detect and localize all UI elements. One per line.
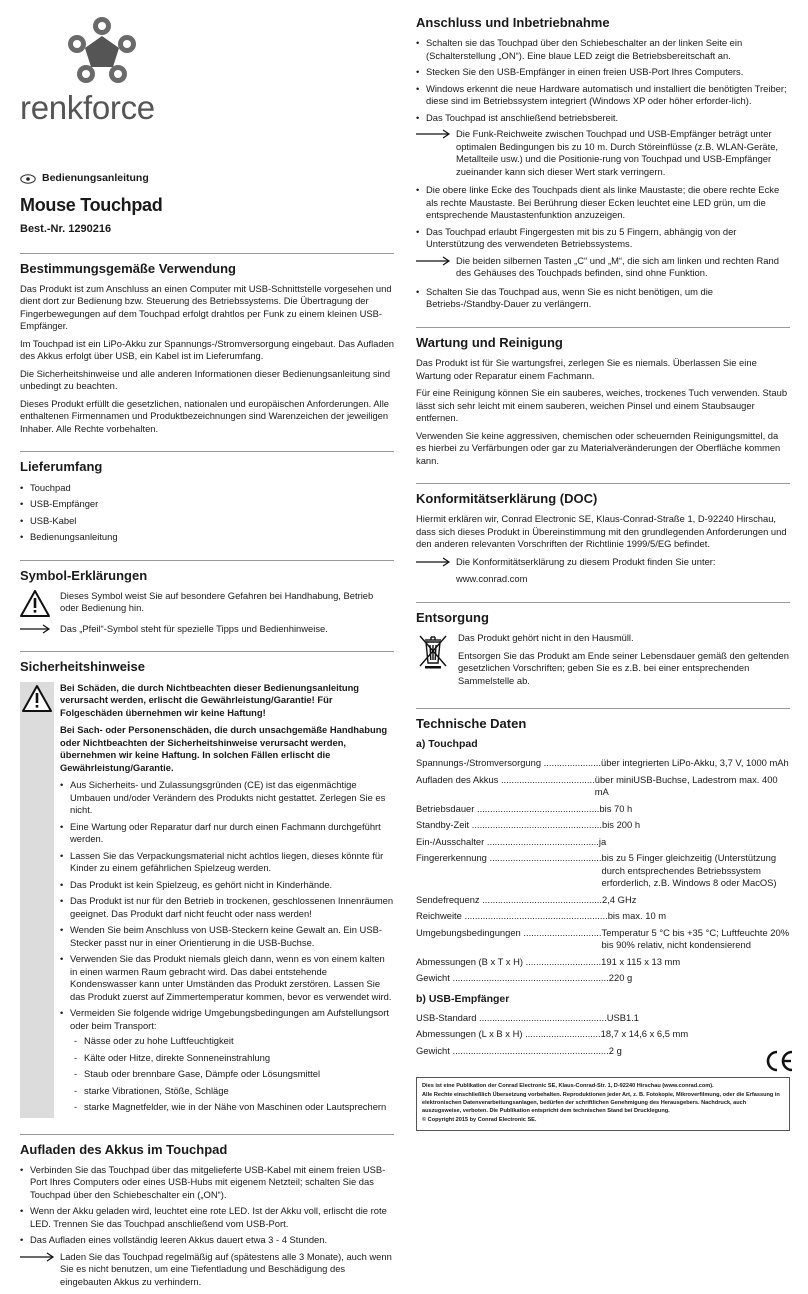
- copyright-line: Alle Rechte einschließlich Übersetzung vorbehalten. Reproduktionen jeder Art, z. B. Fotokopie, Mikroverfilmung, oder die Erfassung in elektronischen Datenverarbeitungsanlagen, bedürfen der schriftlichen Genehmigung des Herausgebers. Nachdruck, auch auszugsweise, verboten. Die Publikation entspricht dem technischen Stand bei Drucklegung.: [422, 1092, 780, 1115]
- connection-list: [416, 37, 790, 124]
- arrow-symbol-text: Das „Pfeil“-Symbol steht für spezielle Tipps und Bedienhinweise.: [60, 622, 328, 634]
- spec-value: bis 200 h: [602, 819, 641, 831]
- spec-value: 2,4 GHz: [602, 893, 637, 905]
- spec-row: [416, 852, 790, 890]
- list-item: • Das Touchpad erlaubt Fingergesten mit bis zu 5 Fingern, abhängig von der Unterstützung des verwendeten Betriebssystems.: [416, 226, 790, 251]
- spec-key: USB-Standard .................................................: [416, 1011, 607, 1023]
- arrow-icon: [416, 256, 450, 266]
- spec-value: 191 x 115 x 13 mm: [601, 955, 681, 967]
- safety-bold-paragraph: Bei Sach- oder Personenschäden, die durch unsachgemäße Handhabung oder Nichtbeachten der Sicherheitshinweise verursacht werden, übernehmen wir keine Haftung. In solchen Fällen erlischt die Gewährleistung/Garantie.: [60, 724, 388, 773]
- article-number: Best.-Nr. 1290216: [20, 222, 112, 235]
- spec-key: Abmessungen (B x T x H) .............................: [416, 955, 602, 967]
- list-item: [60, 1007, 394, 1114]
- spec-key: Reichweite .......................................................: [416, 910, 608, 922]
- list-item: • Verbinden Sie das Touchpad über das mitgelieferte USB-Kabel mit einem freien USB-Port Ihres Computers oder eines USB-Hubs mit eigenem Netzteil; schalten Sie das Touchpad über den Schiebeschalter ein („ON“).: [20, 1164, 394, 1202]
- spec-value: über integrierten LiPo-Akku, 3,7 V, 1000 mAh: [600, 757, 789, 769]
- spec-value: bis max. 10 m: [607, 910, 667, 922]
- spec-key: Sendefrequenz ..............................................: [416, 893, 603, 905]
- list-item: • Stecken Sie den USB-Empfänger in einen freien USB-Port Ihres Computers.: [416, 66, 790, 79]
- warning-triangle-icon: [22, 685, 52, 712]
- brand-wordmark: renkforce: [20, 89, 155, 126]
- arrow-icon: [416, 129, 450, 139]
- intended-use-paragraph: Die Sicherheitshinweise und alle anderen Informationen dieser Bedienungsanleitung sind unbedingt zu beachten.: [20, 367, 391, 392]
- spec-row: [416, 1028, 790, 1041]
- list-item: • Das Touchpad ist anschließend betriebsbereit.: [416, 112, 790, 125]
- spec-key: Gewicht ............................................................: [416, 1044, 609, 1056]
- list-item: • Das Aufladen eines vollständig leeren Akkus dauert etwa 3 - 4 Stunden.: [20, 1234, 394, 1247]
- spec-value: 220 g: [608, 972, 633, 984]
- spec-key: Standby-Zeit ..................................................: [416, 819, 602, 831]
- spec-key: Aufladen des Akkus ....................................: [416, 773, 595, 785]
- touchpad-specs-heading: a) Touchpad: [416, 738, 478, 751]
- spec-row: [416, 956, 790, 969]
- intended-use-paragraph: Dieses Produkt erfüllt die gesetzlichen, nationalen und europäischen Anforderungen. Alle enthaltenen Firmennamen und Produktbezeichnungen sind Warenzeichen der jeweiligen Inhaber. Alle Rechte vorbehalten.: [20, 397, 389, 434]
- maintenance-paragraph: Für eine Reinigung können Sie ein sauberes, weiches, trockenes Tuch verwenden. Staub lässt sich sehr leicht mit einem sauberen, weichen Pinsel und einem Staubsauger entfernen.: [416, 387, 788, 424]
- spec-key: Fingererkennung ...........................................: [416, 852, 602, 864]
- safety-bold-paragraph: Bei Schäden, die durch Nichtbeachten dieser Bedienungsanleitung verursacht werden, erlischt die Gewährleistung/Garantie! Für Folgeschäden übernehmen wir keine Haftung!: [60, 681, 360, 718]
- list-item: • Schalten sie das Touchpad über den Schiebeschalter an der linken Seite ein (Schalterstellung „ON“). Eine blaue LED zeigt die Betriebsbereitschaft an.: [416, 37, 790, 62]
- copyright-line: © Copyright 2015 by Conrad Electronic SE.: [422, 1117, 537, 1124]
- conformity-tip-block: [456, 556, 790, 586]
- arrow-icon: [20, 1252, 54, 1262]
- list-item: • Verwenden Sie das Produkt niemals gleich dann, wenn es von einem kalten in einen warmen Raum gebracht wird. Das dabei entstehende Kondenswasser kann unter Umständen das Produkt zerstören. Lassen Sie das Produkt zuerst auf Zimmertemperatur kommen, bevor es verwendet wird.: [60, 953, 394, 1003]
- list-item: • Die obere linke Ecke des Touchpads dient als linke Maustaste; die obere rechte Ecke als rechte Maustaste. Bei Berührung dieser Ecken leuchtet eine LED grün, um die entsprechende Maustastenfunktion anzuzeigen.: [416, 184, 790, 222]
- crossed-bin-icon: [416, 632, 450, 670]
- intended-use-heading: Bestimmungsgemäße Verwendung: [20, 253, 394, 277]
- arrow-icon: [416, 557, 450, 567]
- list-item: • Das Produkt ist kein Spielzeug, es gehört nicht in Kinderhände.: [60, 879, 394, 892]
- connection-list: [416, 184, 790, 251]
- left-column: [20, 14, 394, 1294]
- spec-value: bis 70 h: [599, 802, 633, 814]
- charging-list: [20, 1164, 394, 1247]
- list-item: • Windows erkennt die neue Hardware automatisch und installiert die benötigten Treiber; diese sind im Betriebssystem integriert (Windows XP oder höher erforder-lich).: [416, 83, 790, 108]
- right-column: [416, 14, 790, 1061]
- spec-row: [416, 1045, 790, 1058]
- manual-label-text: Bedienungsanleitung: [42, 172, 149, 184]
- safety-block: [20, 682, 394, 1118]
- renkforce-logo-icon: [64, 14, 140, 90]
- usb-specs-heading: b) USB-Empfänger: [416, 992, 510, 1005]
- condition-item: - Kälte oder Hitze, direkte Sonneneinstrahlung: [70, 1052, 394, 1065]
- list-item: • Schalten Sie das Touchpad aus, wenn Sie es nicht benötigen, um die Betriebs-/Standby-Dauer zu verlängern.: [416, 286, 790, 311]
- spec-row: [416, 774, 790, 799]
- list-item: • Eine Wartung oder Reparatur darf nur durch einen Fachmann durchgeführt werden.: [60, 821, 394, 846]
- spec-row: [416, 894, 790, 907]
- intended-use-paragraph: Das Produkt ist zum Anschluss an einen Computer mit USB-Schnittstelle vorgesehen und dient dort zur Bedienung bzw. Steuerung des Betriebssystems. Die Übertragung der Fingerbewegungen auf dem Touchpad erfolgt drahtlos per Funk zu einem kleinen USB-Empfänger.: [20, 282, 392, 332]
- spec-row: [416, 836, 790, 849]
- list-item: • Touchpad: [20, 482, 394, 495]
- conformity-tip: [416, 556, 790, 586]
- spec-key: Gewicht ............................................................: [416, 972, 609, 984]
- spec-row: [416, 910, 790, 923]
- range-tip: [416, 128, 790, 178]
- list-item-text: Vermeiden Sie folgende widrige Umgebungsbedingungen am Aufstellungsort oder beim Transport:: [70, 1007, 389, 1031]
- range-tip-text: Die Funk-Reichweite zwischen Touchpad und USB-Empfänger beträgt unter optimalen Bedingungen bis zu 10 m. Durch Störeinflüsse (z.B. WLAN-Geräte, Metallteile usw.) und die Positionie-rung von Touchpad und USB-Empfänger zueinander kann sich dieser Wert stark verringern.: [456, 128, 779, 177]
- charging-tip: [20, 1251, 394, 1289]
- spec-value: bis zu 5 Finger gleichzeitig (Unterstützung durch entsprechendes Betriebssystem erforderlich, z.B. Windows 8 oder MacOS): [601, 852, 777, 889]
- condition-item: - Nässe oder zu hohe Luftfeuchtigkeit: [70, 1035, 394, 1048]
- list-item: • Wenden Sie beim Anschluss von USB-Steckern keine Gewalt an. Ein USB-Stecker passt nur in einer Orientierung in die USB-Buchse.: [60, 924, 394, 949]
- maintenance-heading: Wartung und Reinigung: [416, 327, 790, 351]
- maintenance-paragraph: Das Produkt ist für Sie wartungsfrei, zerlegen Sie es niemals. Überlassen Sie eine Wartung oder Reparatur einem Fachmann.: [416, 357, 757, 381]
- safety-sidebar: [20, 682, 54, 1118]
- safety-content: [60, 682, 394, 1118]
- list-item: • Wenn der Akku geladen wird, leuchtet eine rote LED. Ist der Akku voll, erlischt die rote LED. Trennen Sie das Touchpad anschließend vom USB-Port.: [20, 1205, 394, 1230]
- buttons-tip-text: Die beiden silbernen Tasten „C“ und „M“, die sich am linken und rechten Rand des Gehäuses des Touchpads befinden, sind ohne Funktion.: [456, 254, 779, 279]
- spec-row: [416, 757, 790, 770]
- list-item: • Bedienungsanleitung: [20, 531, 394, 544]
- spec-value: ja: [598, 835, 607, 847]
- page-title: Mouse Touchpad: [20, 194, 163, 215]
- disposal-heading: Entsorgung: [416, 602, 790, 626]
- conformity-heading: Konformitätserklärung (DOC): [416, 483, 790, 507]
- disposal-text: [458, 632, 790, 692]
- spec-value: USB1.1: [606, 1011, 639, 1023]
- spec-row: [416, 803, 790, 816]
- warning-symbol-text: Dieses Symbol weist Sie auf besondere Gefahren bei Handhabung, Betrieb oder Bedienung hin.: [60, 589, 374, 614]
- charging-heading: Aufladen des Akkus im Touchpad: [20, 1134, 394, 1158]
- specs-heading: Technische Daten: [416, 708, 790, 732]
- arrow-symbol-row: [20, 623, 394, 636]
- connection-list: [416, 286, 790, 311]
- spec-row: [416, 819, 790, 832]
- list-item: • USB-Empfänger: [20, 498, 394, 511]
- spec-row: [416, 1012, 790, 1025]
- charging-tip-text: Laden Sie das Touchpad regelmäßig auf (spätestens alle 3 Monate), auch wenn Sie es nicht benutzen, um eine Tiefentladung und Beschädigung des eingebauten Akkus zu verhindern.: [60, 1250, 392, 1287]
- list-item: • Aus Sicherheits- und Zulassungsgründen (CE) ist das eigenmächtige Umbauen und/oder Verändern des Produkts nicht gestattet. Zerlegen Sie es nicht.: [60, 779, 394, 817]
- spec-key: Ein-/Ausschalter ...........................................: [416, 835, 599, 847]
- connection-heading: Anschluss und Inbetriebnahme: [416, 15, 610, 30]
- spec-value: Temperatur 5 °C bis +35 °C; Luftfeuchte 20% bis 90% relativ, nicht kondensierend: [601, 926, 790, 951]
- list-item: • USB-Kabel: [20, 515, 394, 528]
- list-item: • Das Produkt ist nur für den Betrieb in trockenen, geschlossenen Innenräumen geeignet. Das Produkt darf nicht feucht oder nass werden!: [60, 895, 394, 920]
- warning-symbol-row: [20, 590, 394, 617]
- list-item: • Lassen Sie das Verpackungsmaterial nicht achtlos liegen, dieses könnte für Kinder zu einem gefährlichen Spielzeug werden.: [60, 850, 394, 875]
- spec-key: Umgebungsbedingungen ..............................: [416, 926, 602, 938]
- warning-triangle-icon: [20, 590, 50, 617]
- usb-specs-table: [416, 1012, 790, 1058]
- condition-item: - Staub oder brennbare Gase, Dämpfe oder Lösungsmittel: [70, 1068, 394, 1081]
- safety-heading: Sicherheitshinweise: [20, 651, 394, 675]
- disposal-line: Das Produkt gehört nicht in den Hausmüll.: [458, 632, 634, 644]
- spec-key: Spannungs-/Stromversorgung ......................: [416, 757, 601, 769]
- manual-label: [20, 172, 394, 186]
- conformity-url[interactable]: www.conrad.com: [456, 573, 528, 585]
- copyright-box: [416, 1077, 790, 1131]
- disposal-block: [416, 632, 790, 692]
- disposal-line: Entsorgen Sie das Produkt am Ende seiner Lebensdauer gemäß den geltenden gesetzlichen Vorschriften; geben Sie es z.B. bei einer entsprechenden Sammelstelle ab.: [458, 649, 789, 686]
- symbols-heading: Symbol-Erklärungen: [20, 560, 394, 584]
- spec-key: Betriebsdauer ...............................................: [416, 802, 600, 814]
- touchpad-specs-table: [416, 757, 790, 985]
- condition-item: - starke Vibrationen, Stöße, Schläge: [70, 1085, 394, 1098]
- buttons-tip: [416, 255, 790, 280]
- safety-list: [60, 779, 394, 1114]
- copyright-line: Dies ist eine Publikation der Conrad Electronic SE, Klaus-Conrad-Str. 1, D-92240 Hirschau (www.conrad.com).: [422, 1083, 714, 1089]
- scope-heading: Lieferumfang: [20, 451, 394, 475]
- intended-use-paragraph: Im Touchpad ist ein LiPo-Akku zur Spannungs-/Stromversorgung eingebaut. Das Aufladen des Akkus erfolgt über USB, ein Kabel ist im Lieferumfang.: [20, 337, 395, 362]
- brand-logo: [20, 14, 394, 134]
- ce-mark-icon: [764, 1050, 794, 1072]
- spec-row: [416, 927, 790, 952]
- conformity-tip-text: Die Konformitätserklärung zu diesem Produkt finden Sie unter:: [456, 555, 716, 567]
- spec-value: 2 g: [608, 1044, 622, 1056]
- spec-value: 18,7 x 14,6 x 6,5 mm: [600, 1028, 689, 1040]
- conditions-list: [70, 1035, 394, 1114]
- condition-item: - starke Magnetfelder, wie in der Nähe von Maschinen oder Lautsprechern: [70, 1101, 394, 1114]
- maintenance-paragraph: Verwenden Sie keine aggressiven, chemischen oder scheuernden Reinigungsmittel, da es hierbei zu Verfärbungen oder gar zu Materialveränderungen der Oberfläche kommen kann.: [416, 429, 781, 466]
- spec-row: [416, 972, 790, 985]
- conformity-text: Hiermit erklären wir, Conrad Electronic SE, Klaus-Conrad-Straße 1, D-92240 Hirschau, dass sich dieses Produkt in Übereinstimmung mit den grundlegenden Anforderungen und den anderen relevanten Vorschriften der Richtlinie 1999/5/EG befindet.: [416, 513, 787, 550]
- spec-key: Abmessungen (L x B x H) .............................: [416, 1028, 601, 1040]
- eye-icon: [20, 174, 36, 184]
- scope-list: [20, 482, 394, 544]
- arrow-icon: [20, 624, 50, 634]
- spec-value: über miniUSB-Buchse, Ladestrom max. 400 mA: [594, 773, 778, 798]
